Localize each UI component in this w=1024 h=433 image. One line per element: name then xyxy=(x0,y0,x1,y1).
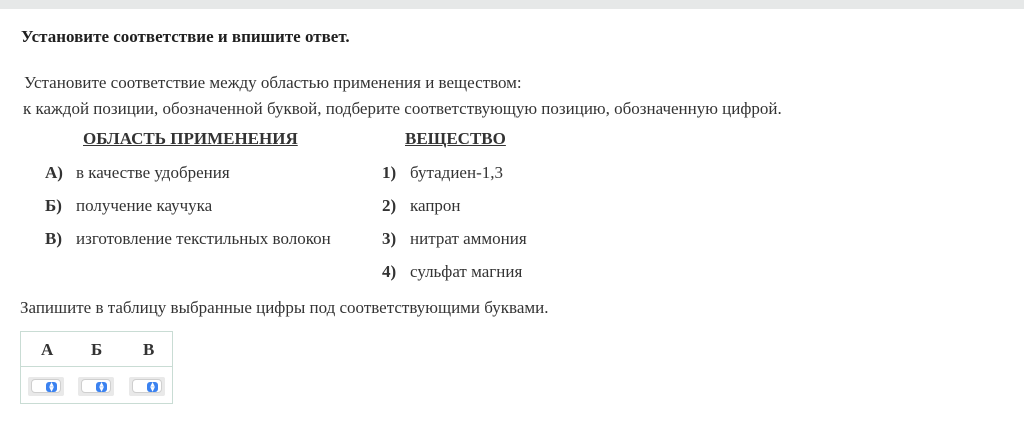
instruction-line: Установите соответствие между областью применения и веществом: xyxy=(24,73,522,92)
right-item xyxy=(382,229,527,249)
answer-select-b[interactable] xyxy=(78,377,114,396)
right-item-text: нитрат аммония xyxy=(410,229,527,248)
task-heading: Установите соответствие и впишите ответ. xyxy=(21,27,350,46)
answer-select-a[interactable] xyxy=(28,377,64,396)
select-box[interactable] xyxy=(132,379,162,393)
select-box[interactable] xyxy=(31,379,61,393)
right-item-label: 3) xyxy=(382,229,397,248)
answer-select-c[interactable] xyxy=(129,377,165,396)
select-box[interactable] xyxy=(81,379,111,393)
right-item-text: капрон xyxy=(410,196,461,215)
select-arrows-icon: ▲ ▼ xyxy=(147,382,158,392)
instruction-line: к каждой позиции, обозначенной буквой, подберите соответствующую позицию, обозначенную цифрой. xyxy=(23,99,782,118)
left-item xyxy=(45,163,230,183)
left-item-label: Б) xyxy=(45,196,62,215)
answer-instruction: Запишите в таблицу выбранные цифры под соответствующими буквами. xyxy=(20,298,549,317)
answer-table xyxy=(20,331,173,404)
right-item-label: 2) xyxy=(382,196,397,215)
right-item-text: сульфат магния xyxy=(410,262,523,281)
select-arrows-icon: ▲ ▼ xyxy=(46,382,57,392)
right-item-label: 1) xyxy=(382,163,397,182)
left-item-label: В) xyxy=(45,229,62,248)
answer-table-divider xyxy=(21,366,172,367)
answer-column-header: В xyxy=(143,340,155,359)
left-column-header: ОБЛАСТЬ ПРИМЕНЕНИЯ xyxy=(83,129,298,148)
left-item-label: А) xyxy=(45,163,63,182)
top-bar xyxy=(0,0,1024,9)
right-item-label: 4) xyxy=(382,262,397,281)
right-column-header: ВЕЩЕСТВО xyxy=(405,129,506,148)
right-item xyxy=(382,163,503,183)
right-item xyxy=(382,196,461,216)
left-item-text: в качестве удобрения xyxy=(76,163,230,182)
select-arrows-icon: ▲ ▼ xyxy=(96,382,107,392)
left-item xyxy=(45,196,212,216)
right-item-text: бутадиен-1,3 xyxy=(410,163,503,182)
left-item xyxy=(45,229,331,249)
left-item-text: изготовление текстильных волокон xyxy=(76,229,331,248)
left-item-text: получение каучука xyxy=(76,196,213,215)
right-item xyxy=(382,262,522,282)
task-instruction xyxy=(24,70,782,122)
answer-column-header: А xyxy=(41,340,54,359)
answer-column-header: Б xyxy=(91,340,103,359)
